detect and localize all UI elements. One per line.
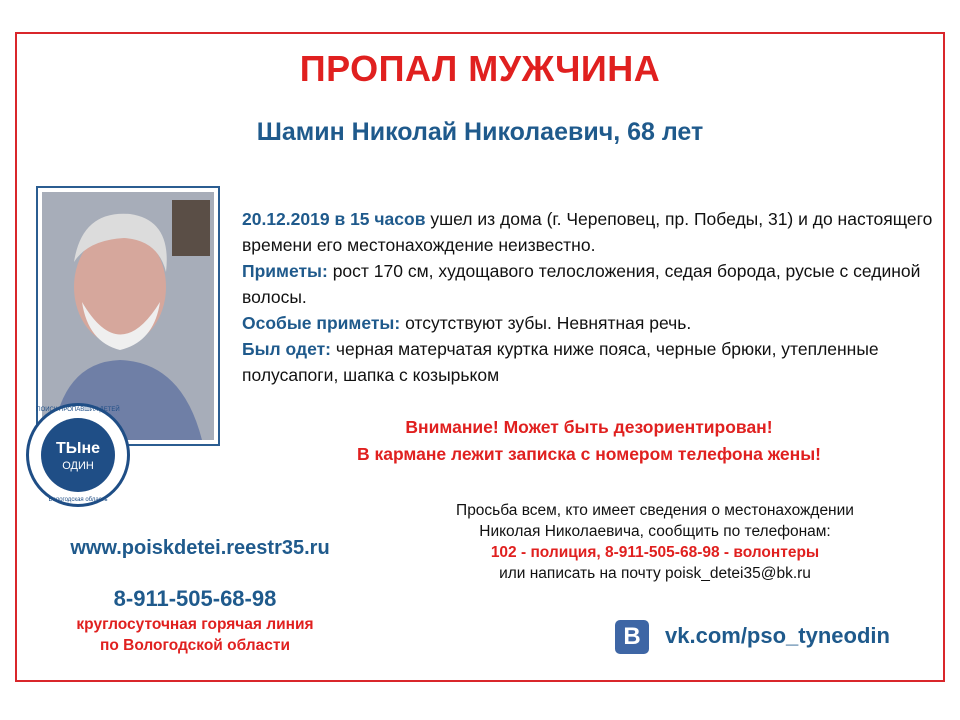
date-text: ушел из дома (г. Череповец, пр. Победы, 31) и до настоящего времени его местонахождение неизвестно. [242, 209, 933, 255]
emblem-ring-bottom-text: Вологодская область [48, 497, 108, 503]
clothes-text: черная матерчатая куртка ниже пояса, черные брюки, утепленные полусапоги, шапка с козырьком [242, 339, 879, 385]
date-time: 20.12.2019 в 15 часов [242, 209, 426, 229]
warning-line-1: Внимание! Может быть дезориентирован! [405, 417, 773, 437]
hotline-caption [0, 614, 390, 656]
emblem-ring-top-text: ПОИСК ПРОПАВШИХ ДЕТЕЙ [36, 407, 120, 413]
portrait-silhouette [42, 192, 214, 440]
emblem-text-main: ТЫне [56, 440, 100, 457]
request-phones: 102 - полиция, 8-911-505-68-98 - волонтеры [490, 544, 820, 561]
website-link[interactable]: www.poiskdetei.reestr35.ru [70, 537, 330, 559]
hotline-line-2: по Вологодской области [99, 637, 290, 654]
warning-line-2: В кармане лежит записка с номером телефона жены! [356, 444, 822, 464]
special-features-text: отсутствуют зубы. Невнятная речь. [400, 313, 692, 333]
clothes-label: Был одет: [242, 339, 331, 359]
features-label: Приметы: [242, 261, 328, 281]
vk-link[interactable]: vk.com/pso_tyneodin [665, 623, 890, 648]
hotline-phone[interactable]: 8-911-505-68-98 [113, 586, 277, 611]
photo-placeholder [42, 192, 214, 440]
volunteer-emblem-logo [26, 403, 130, 507]
warning-block [244, 414, 934, 468]
missing-person-name: Шамин Николай Николаевич, 68 лет [256, 118, 704, 146]
request-email-line: или написать на почту poisk_detei35@bk.ru [499, 565, 811, 582]
poster-title: ПРОПАЛ МУЖЧИНА [299, 48, 661, 89]
emblem-text-sub: ОДИН [62, 460, 94, 472]
request-block [380, 500, 930, 584]
emblem-center [41, 418, 115, 492]
description-block [242, 206, 942, 388]
vk-icon[interactable]: B [615, 620, 649, 654]
request-line-2: Николая Николаевича, сообщить по телефонам: [479, 523, 831, 540]
request-line-1: Просьба всем, кто имеет сведения о местонахождении [456, 502, 854, 519]
features-text: рост 170 см, худощавого телосложения, седая борода, русые с сединой волосы. [242, 261, 921, 307]
special-features-label: Особые приметы: [242, 313, 401, 333]
hotline-line-1: круглосуточная горячая линия [76, 616, 314, 633]
